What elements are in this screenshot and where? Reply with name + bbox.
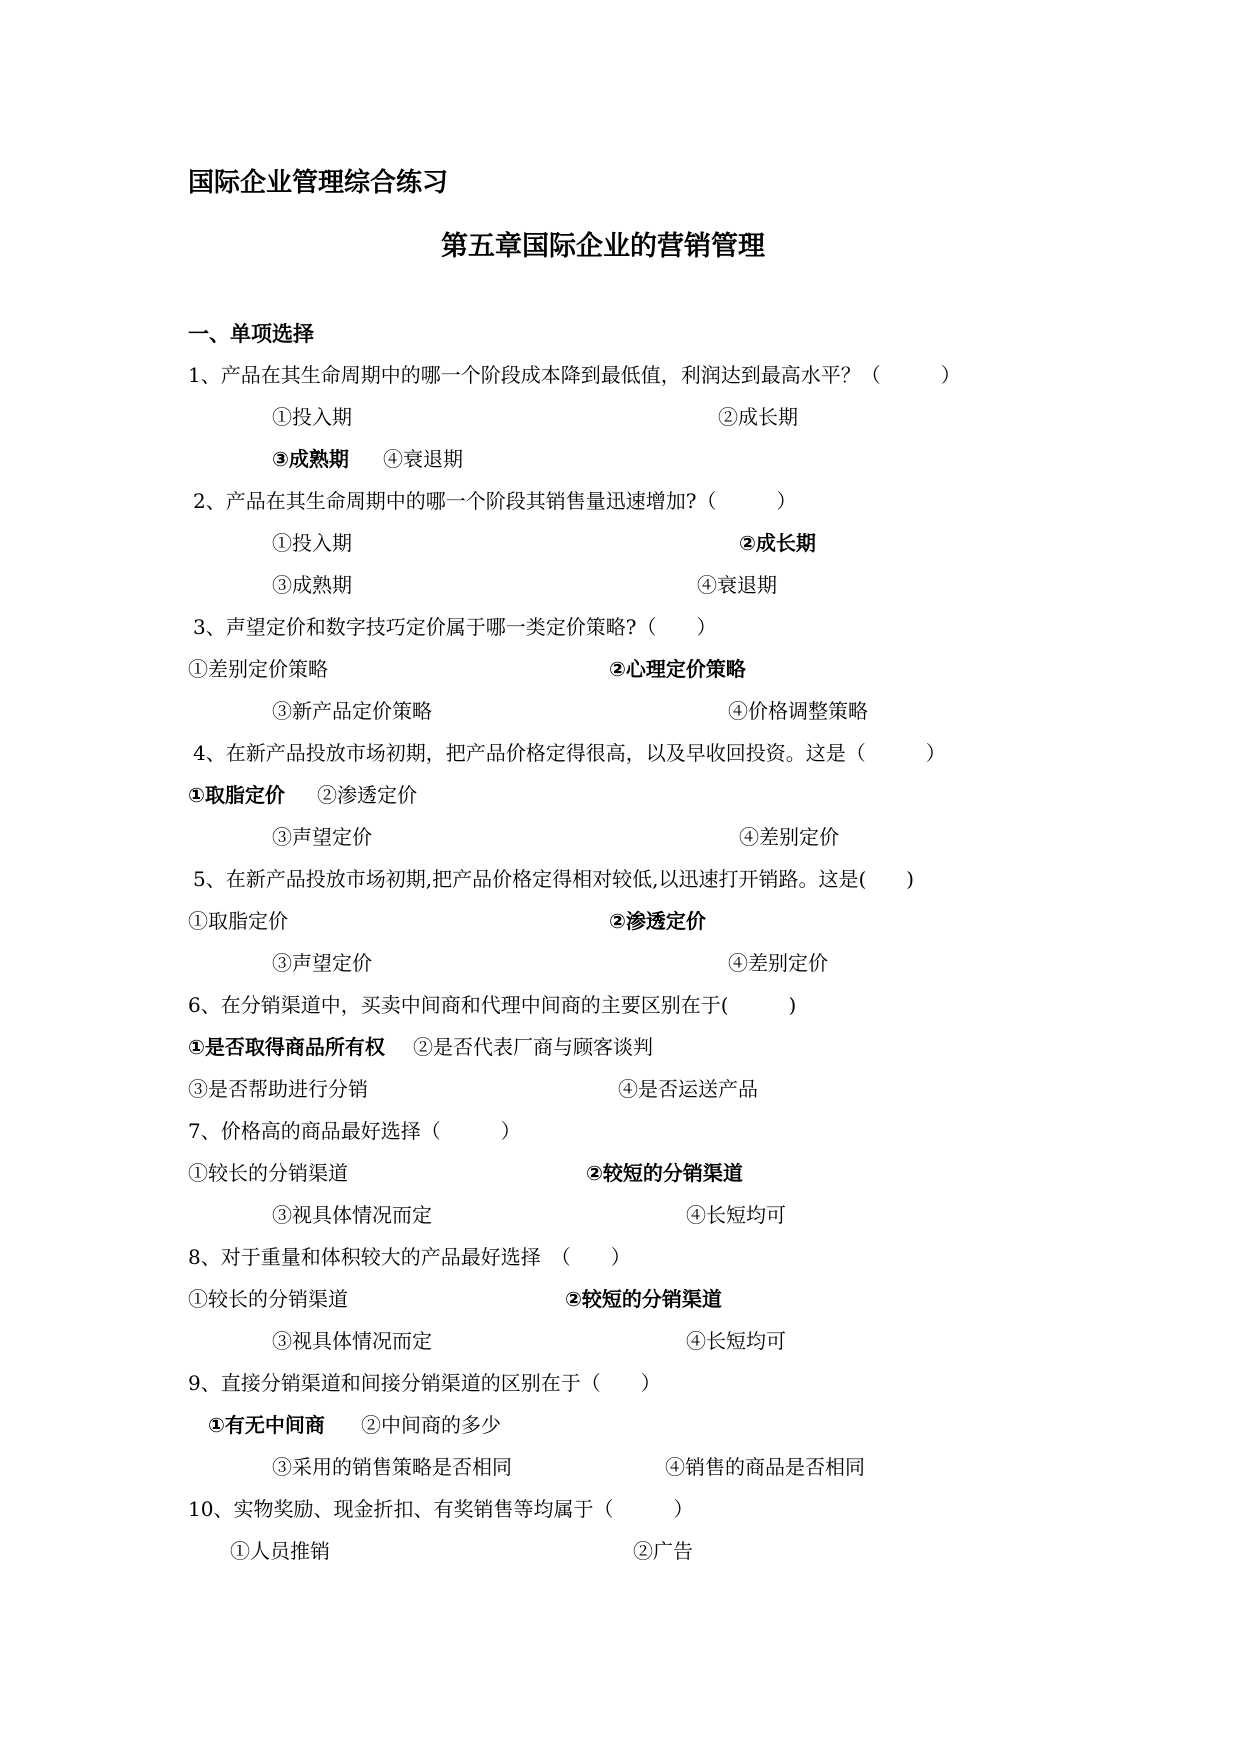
question-2-option-3: ③成熟期 <box>272 573 352 597</box>
question-3-option-1: ①差别定价策略 <box>188 657 328 681</box>
question-5-option-4: ④差别定价 <box>728 951 828 975</box>
question-6-option-4: ④是否运送产品 <box>618 1077 758 1101</box>
question-6-option-2: ②是否代表厂商与顾客谈判 <box>413 1035 653 1059</box>
question-4-option-2: ②渗透定价 <box>317 783 417 807</box>
question-6-option-3: ③是否帮助进行分销 <box>188 1077 368 1101</box>
question-8-option-3: ③视具体情况而定 <box>272 1329 432 1353</box>
question-4-stem: 4、在新产品投放市场初期，把产品价格定得很高，以及早收回投资。这是（ ） <box>193 741 946 765</box>
question-2-stem: 2、产品在其生命周期中的哪一个阶段其销售量迅速增加?（ ） <box>193 489 797 513</box>
question-4-option-1: ①取脂定价 <box>188 783 285 807</box>
chapter-title: 第五章国际企业的营销管理 <box>441 231 765 262</box>
question-6-option-1: ①是否取得商品所有权 <box>188 1035 385 1059</box>
question-1-option-4: ④衰退期 <box>383 447 463 471</box>
question-3-option-2: ②心理定价策略 <box>609 657 746 681</box>
question-3-option-3: ③新产品定价策略 <box>272 699 432 723</box>
document-title: 国际企业管理综合练习 <box>188 168 449 198</box>
question-1-option-2: ②成长期 <box>718 405 798 429</box>
question-8-option-1: ①较长的分销渠道 <box>188 1287 348 1311</box>
question-3-stem: 3、声望定价和数字技巧定价属于哪一类定价策略?（ ） <box>193 615 717 639</box>
question-2-option-1: ①投入期 <box>272 531 352 555</box>
question-9-option-1: ①有无中间商 <box>208 1413 325 1437</box>
question-2-option-4: ④衰退期 <box>697 573 777 597</box>
question-10-stem: 10、实物奖励、现金折扣、有奖销售等均属于（ ） <box>188 1497 694 1521</box>
question-7-stem: 7、价格高的商品最好选择（ ） <box>188 1119 521 1143</box>
question-8-option-4: ④长短均可 <box>686 1329 786 1353</box>
question-6-stem: 6、在分销渠道中，买卖中间商和代理中间商的主要区别在于( ) <box>188 993 797 1017</box>
question-9-option-2: ②中间商的多少 <box>361 1413 501 1437</box>
question-7-option-4: ④长短均可 <box>686 1203 786 1227</box>
question-4-option-4: ④差别定价 <box>739 825 839 849</box>
question-10-option-2: ②广告 <box>633 1539 693 1563</box>
question-1-option-3: ③成熟期 <box>272 447 349 471</box>
question-7-option-2: ②较短的分销渠道 <box>586 1161 743 1185</box>
question-9-option-4: ④销售的商品是否相同 <box>665 1455 865 1479</box>
question-2-option-2: ②成长期 <box>739 531 816 555</box>
question-7-option-1: ①较长的分销渠道 <box>188 1161 348 1185</box>
question-7-option-3: ③视具体情况而定 <box>272 1203 432 1227</box>
question-5-option-3: ③声望定价 <box>272 951 372 975</box>
question-9-option-3: ③采用的销售策略是否相同 <box>272 1455 512 1479</box>
question-1-option-1: ①投入期 <box>272 405 352 429</box>
question-5-stem: 5、在新产品投放市场初期,把产品价格定得相对较低,以迅速打开销路。这是( ) <box>193 867 915 891</box>
question-9-stem: 9、直接分销渠道和间接分销渠道的区别在于（ ） <box>188 1371 661 1395</box>
question-5-option-2: ②渗透定价 <box>609 909 706 933</box>
question-8-option-2: ②较短的分销渠道 <box>565 1287 722 1311</box>
question-10-option-1: ①人员推销 <box>230 1539 330 1563</box>
question-3-option-4: ④价格调整策略 <box>728 699 868 723</box>
question-8-stem: 8、对于重量和体积较大的产品最好选择 （ ） <box>188 1245 631 1269</box>
question-1-stem: 1、产品在其生命周期中的哪一个阶段成本降到最低值，利润达到最高水平？（ ） <box>188 363 961 387</box>
question-4-option-3: ③声望定价 <box>272 825 372 849</box>
question-5-option-1: ①取脂定价 <box>188 909 288 933</box>
section-title: 一、单项选择 <box>188 322 314 346</box>
